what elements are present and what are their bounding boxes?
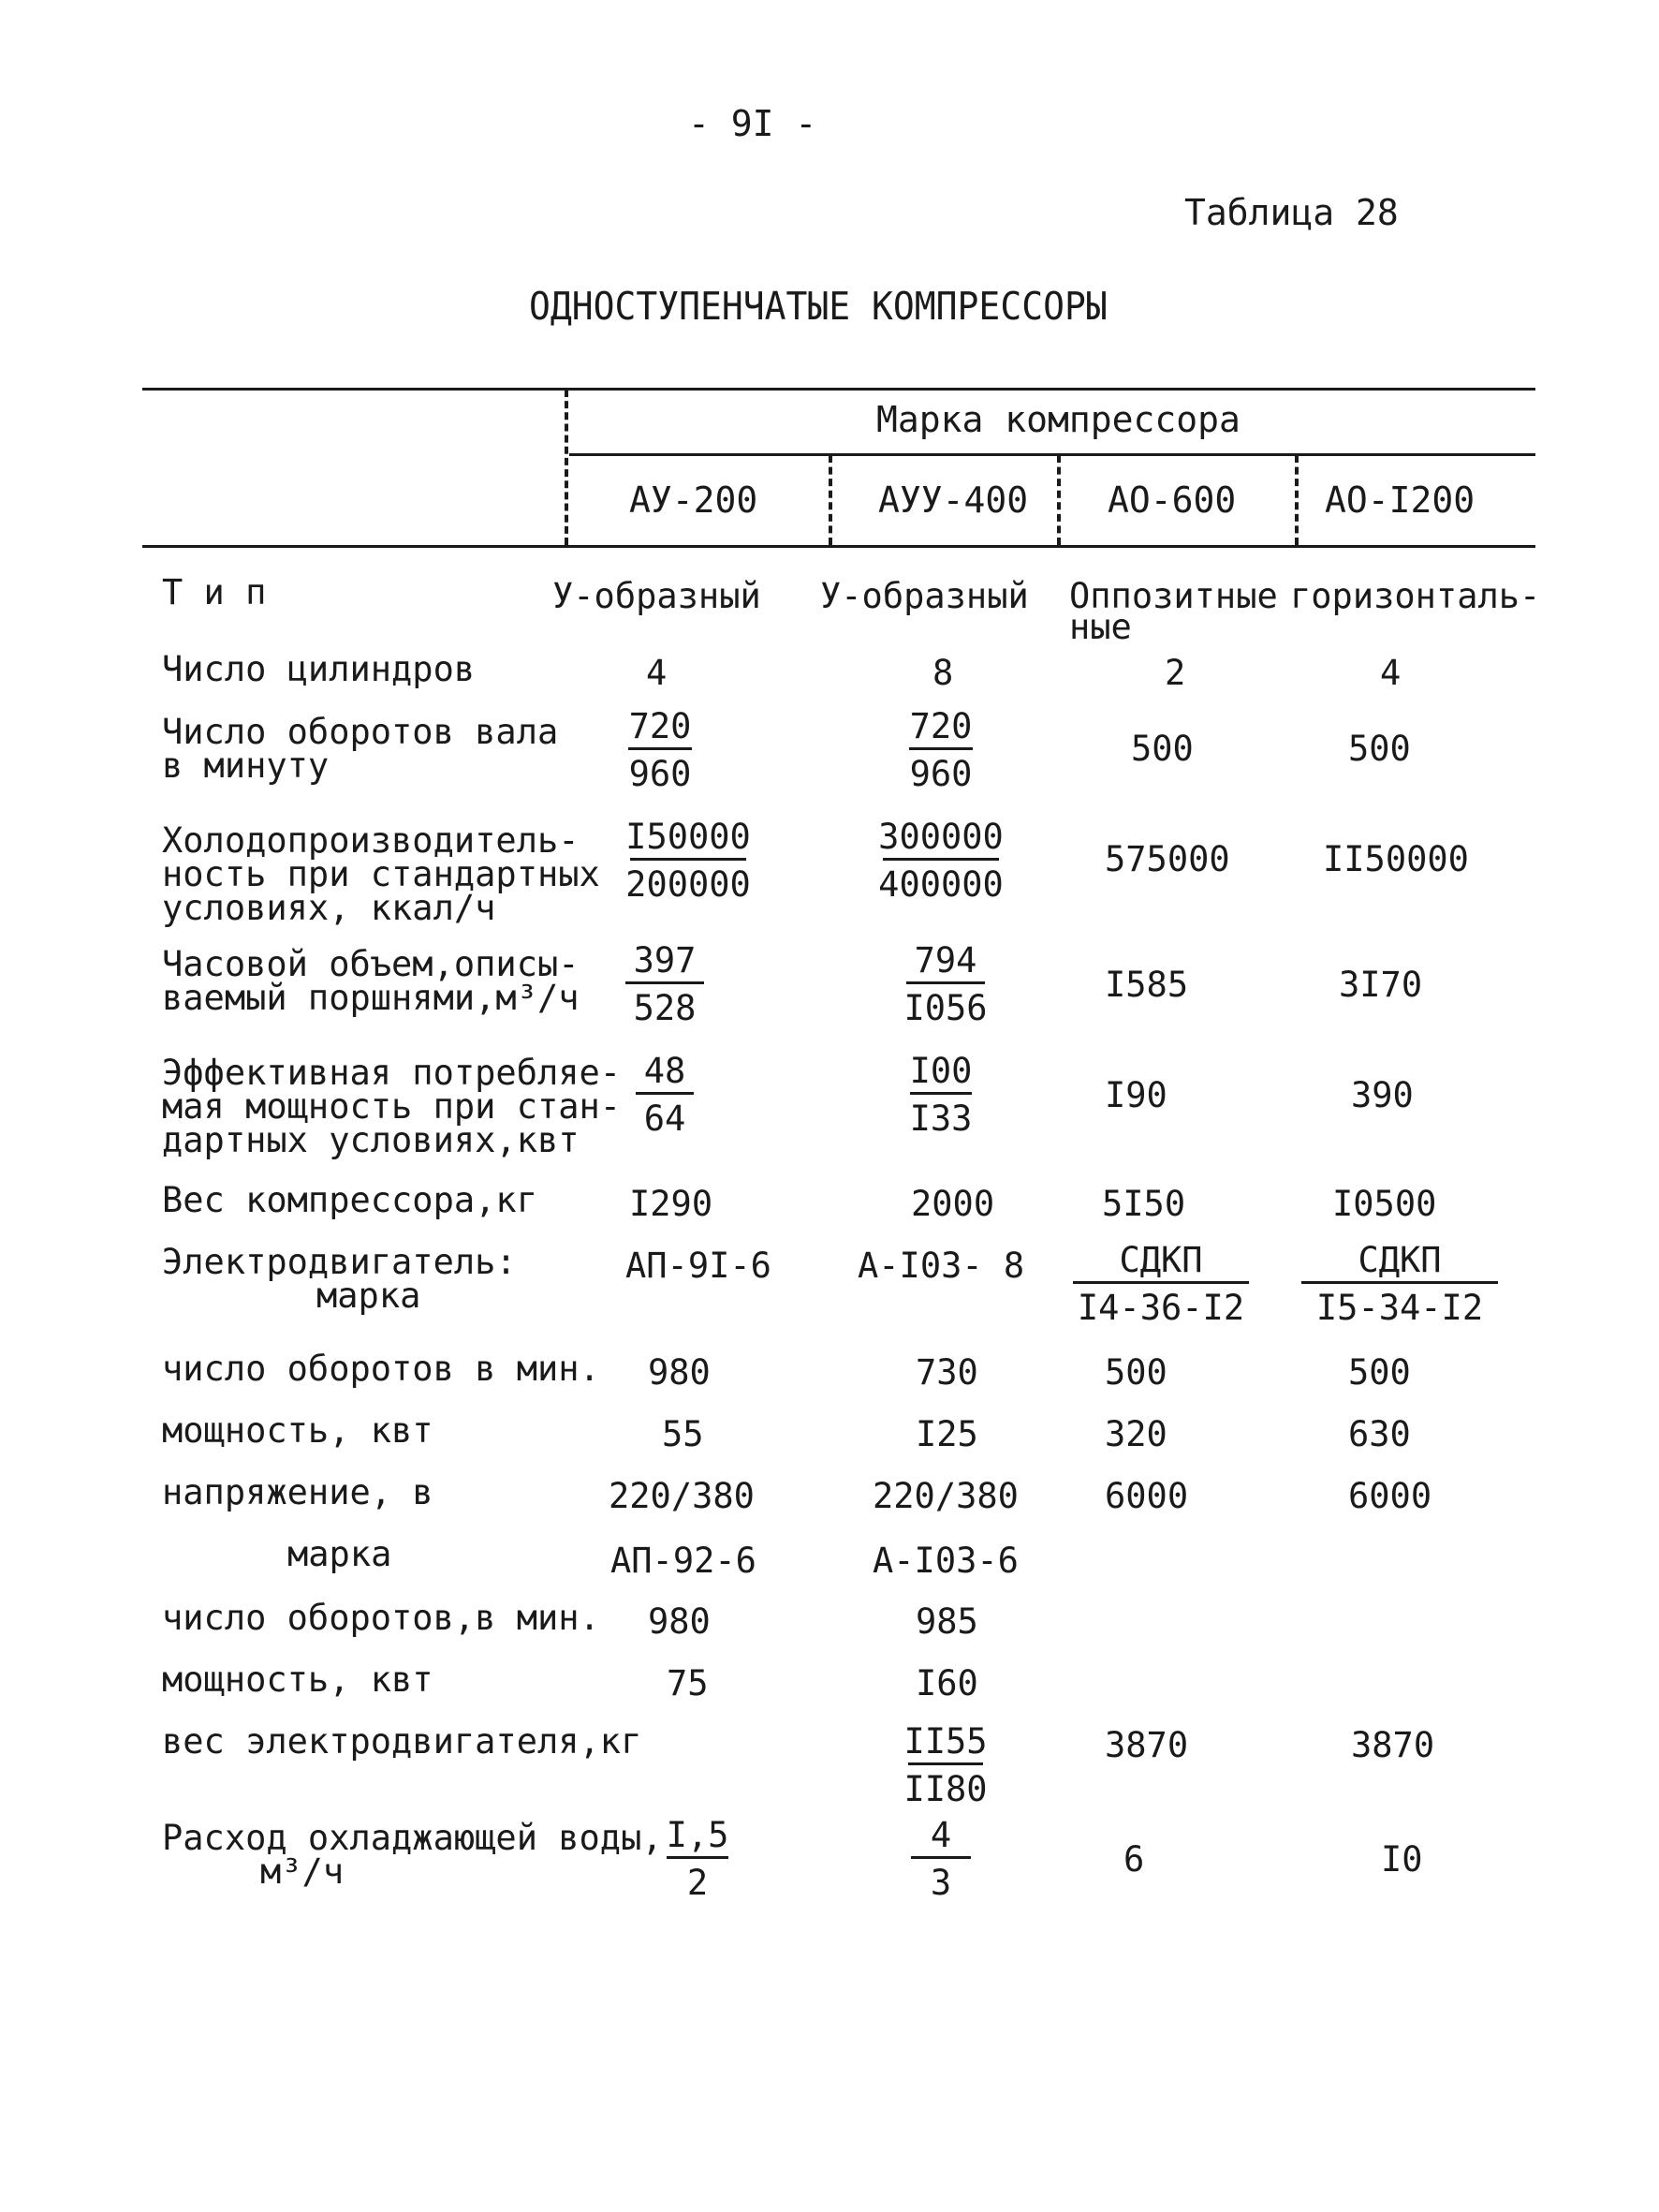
- fraction-denominator: I4-36-I2: [1077, 1288, 1245, 1328]
- motor-voltage-col3: 6000: [1105, 1476, 1189, 1516]
- type-col3-cont: ные: [1069, 607, 1132, 647]
- row-label-compressor-weight: Вес компрессора,кг: [162, 1180, 537, 1220]
- motor-voltage-col1: 220/380: [609, 1476, 755, 1516]
- row-label-motor-rpm: число оборотов в мин.: [162, 1349, 600, 1389]
- motor-power-col1: 55: [662, 1414, 704, 1454]
- cooling-capacity-col1: [618, 818, 758, 904]
- fraction-numerator: СДКП: [1119, 1240, 1203, 1280]
- fraction-bar: [1301, 1281, 1498, 1284]
- motor-weight-col4: 3870: [1351, 1725, 1435, 1765]
- cylinders-col4: 4: [1380, 653, 1402, 693]
- fraction-bar: [628, 747, 692, 750]
- fraction-denominator: II80: [903, 1769, 988, 1809]
- fraction-denominator: I5-34-I2: [1315, 1288, 1484, 1328]
- motor-rpm-col4: 500: [1348, 1352, 1411, 1393]
- cooling-water-col4: I0: [1381, 1839, 1423, 1880]
- row-label-line: мая мощность при стан-: [162, 1086, 622, 1127]
- shaft-rpm-col1: [618, 708, 702, 793]
- fraction-denominator: 200000: [625, 864, 751, 905]
- row-label-motor-power: мощность, квт: [162, 1410, 433, 1451]
- row-label-line: ваемый поршнями,м³/ч: [162, 978, 580, 1018]
- row-label-line: условиях, ккал/ч: [162, 888, 496, 928]
- cooling-water-col3: 6: [1123, 1839, 1145, 1880]
- hourly-volume-col1: [618, 942, 712, 1027]
- header-model-3: АО-600: [1108, 479, 1237, 521]
- fraction-bar: [906, 981, 985, 984]
- motor-voltage-col2: 220/380: [873, 1476, 1019, 1516]
- compressor-weight-col1: I290: [629, 1184, 713, 1224]
- fraction-numerator: 4: [930, 1815, 952, 1855]
- header-group-label: Марка компрессора: [876, 399, 1241, 440]
- header-model-2: АУУ-400: [878, 479, 1029, 521]
- compressor-weight-col3: 5I50: [1102, 1184, 1186, 1224]
- motor2-power-col1: 75: [667, 1663, 709, 1703]
- compressor-weight-col2: 2000: [911, 1184, 995, 1224]
- motor-brand-col1: АП-9I-6: [625, 1246, 771, 1286]
- table-caption: Таблица 28: [1184, 192, 1399, 233]
- motor-weight-col3: 3870: [1105, 1725, 1189, 1765]
- fraction-numerator: 720: [909, 706, 973, 746]
- row-label-cylinders: Число цилиндров: [162, 649, 476, 689]
- fraction-denominator: 960: [628, 754, 692, 794]
- table-title: ОДНОСТУПЕНЧАТЫЕ КОМПРЕССОРЫ: [529, 284, 1108, 329]
- motor-power-col2: I25: [916, 1414, 978, 1454]
- fraction-denominator: 2: [686, 1863, 709, 1903]
- fraction-bar: [1073, 1281, 1249, 1284]
- header-bottom-rule: [142, 545, 1535, 548]
- motor-weight-col2: [899, 1723, 992, 1808]
- motor-brand-col2: А-I03- 8: [858, 1246, 1025, 1286]
- fraction-bar: [630, 858, 746, 861]
- fraction-bar: [911, 1856, 971, 1859]
- row-label-line: ность при стандартных: [162, 854, 600, 894]
- motor2-brand-col1: АП-92-6: [610, 1541, 756, 1581]
- row-label-hourly-volume: [162, 944, 580, 1018]
- fraction-bar: [909, 747, 973, 750]
- fraction-bar: [667, 1856, 728, 1859]
- cooling-water-col2: [903, 1817, 978, 1902]
- motor2-rpm-col2: 985: [916, 1601, 978, 1642]
- fraction-denominator: 400000: [878, 864, 1004, 905]
- motor-voltage-col4: 6000: [1348, 1476, 1432, 1516]
- cylinders-col3: 2: [1165, 653, 1186, 693]
- cylinders-col2: 8: [932, 653, 954, 693]
- row-label-effective-power: [162, 1053, 622, 1160]
- fraction-numerator: I,5: [666, 1815, 729, 1855]
- fraction-bar: [910, 1092, 972, 1095]
- compressor-weight-col4: I0500: [1332, 1184, 1437, 1224]
- row-label-motor: [162, 1242, 517, 1316]
- row-label-motor2-brand: марка: [287, 1534, 392, 1574]
- row-label-type: Т и п: [162, 572, 267, 612]
- type-col2: У-образный: [820, 576, 1029, 616]
- cooling-capacity-col3: 575000: [1105, 839, 1230, 879]
- fraction-denominator: I33: [909, 1099, 973, 1139]
- hourly-volume-col4: 3I70: [1339, 965, 1423, 1005]
- type-col3: Оппозитные: [1069, 576, 1278, 616]
- fraction-bar: [636, 1092, 694, 1095]
- row-label-cooling-water: [162, 1818, 663, 1892]
- shaft-rpm-col2: [899, 708, 983, 793]
- fraction-numerator: I00: [909, 1051, 973, 1091]
- row-label-line: Электродвигатель:: [162, 1242, 517, 1282]
- cooling-capacity-col2: [871, 818, 1011, 904]
- fraction-bar: [883, 858, 999, 861]
- header-divider-1: [829, 455, 832, 545]
- shaft-rpm-col3: 500: [1131, 729, 1194, 769]
- row-label-motor-weight: вес электродвигателя,кг: [162, 1721, 642, 1762]
- motor-rpm-col2: 730: [916, 1352, 978, 1393]
- hourly-volume-col2: [899, 942, 992, 1027]
- header-divider-2: [1057, 455, 1061, 545]
- row-label-motor2-power: мощность, квт: [162, 1659, 433, 1700]
- row-label-line: Эффективная потребляе-: [162, 1053, 622, 1093]
- page-number: - 9I -: [688, 103, 817, 144]
- header-divider-left: [565, 390, 568, 545]
- motor-brand-col3: [1067, 1242, 1255, 1327]
- fraction-numerator: 48: [643, 1051, 686, 1091]
- fraction-numerator: СДКП: [1358, 1240, 1442, 1280]
- effective-power-col4: 390: [1351, 1075, 1414, 1115]
- motor-power-col3: 320: [1105, 1414, 1167, 1454]
- type-col4: горизонталь-: [1290, 576, 1541, 616]
- row-label-line: Число оборотов вала: [162, 712, 559, 752]
- row-label-line: в минуту: [162, 745, 330, 786]
- effective-power-col2: [899, 1053, 983, 1138]
- header-model-4: АО-I200: [1325, 479, 1475, 521]
- effective-power-col1: [627, 1053, 702, 1138]
- row-label-line: дартных условиях,квт: [162, 1120, 580, 1160]
- motor-rpm-col1: 980: [648, 1352, 711, 1393]
- row-label-line: Расход охладжающей воды,: [162, 1818, 663, 1858]
- cooling-capacity-col4: II50000: [1323, 839, 1469, 879]
- fraction-denominator: I056: [903, 988, 988, 1028]
- fraction-numerator: 300000: [878, 817, 1004, 857]
- fraction-numerator: I50000: [625, 817, 751, 857]
- row-label-cooling-capacity: [162, 820, 600, 928]
- row-label-line: Часовой объем,описы-: [162, 944, 580, 984]
- row-label-shaft-rpm: [162, 712, 559, 786]
- shaft-rpm-col4: 500: [1348, 729, 1411, 769]
- row-label-line: м³/ч: [260, 1851, 345, 1892]
- motor2-rpm-col1: 980: [648, 1601, 711, 1642]
- fraction-denominator: 3: [930, 1863, 952, 1903]
- motor2-power-col2: I60: [916, 1663, 978, 1703]
- header-divider-3: [1295, 455, 1299, 545]
- fraction-bar: [625, 981, 704, 984]
- row-label-motor-voltage: напряжение, в: [162, 1472, 433, 1512]
- cooling-water-col1: [655, 1817, 740, 1902]
- effective-power-col3: I90: [1105, 1075, 1167, 1115]
- fraction-denominator: 960: [909, 754, 973, 794]
- motor-brand-col4: [1297, 1242, 1503, 1327]
- cylinders-col1: 4: [646, 653, 668, 693]
- fraction-numerator: II55: [903, 1721, 988, 1762]
- fraction-denominator: 64: [643, 1099, 686, 1139]
- fraction-numerator: 794: [914, 940, 977, 981]
- header-mid-rule: [569, 453, 1535, 456]
- row-label-motor2-rpm: число оборотов,в мин.: [162, 1598, 600, 1638]
- motor-rpm-col3: 500: [1105, 1352, 1167, 1393]
- fraction-numerator: 720: [628, 706, 692, 746]
- header-model-1: АУ-200: [629, 479, 758, 521]
- type-col1: У-образный: [552, 576, 761, 616]
- motor-power-col4: 630: [1348, 1414, 1411, 1454]
- hourly-volume-col3: I585: [1105, 965, 1189, 1005]
- row-label-line: Холодопроизводитель-: [162, 820, 580, 861]
- table-top-rule: [142, 388, 1535, 391]
- row-label-line: марка: [316, 1276, 421, 1316]
- fraction-numerator: 397: [633, 940, 697, 981]
- fraction-bar: [908, 1762, 983, 1765]
- fraction-denominator: 528: [633, 988, 697, 1028]
- motor2-brand-col2: А-I03-6: [873, 1541, 1019, 1581]
